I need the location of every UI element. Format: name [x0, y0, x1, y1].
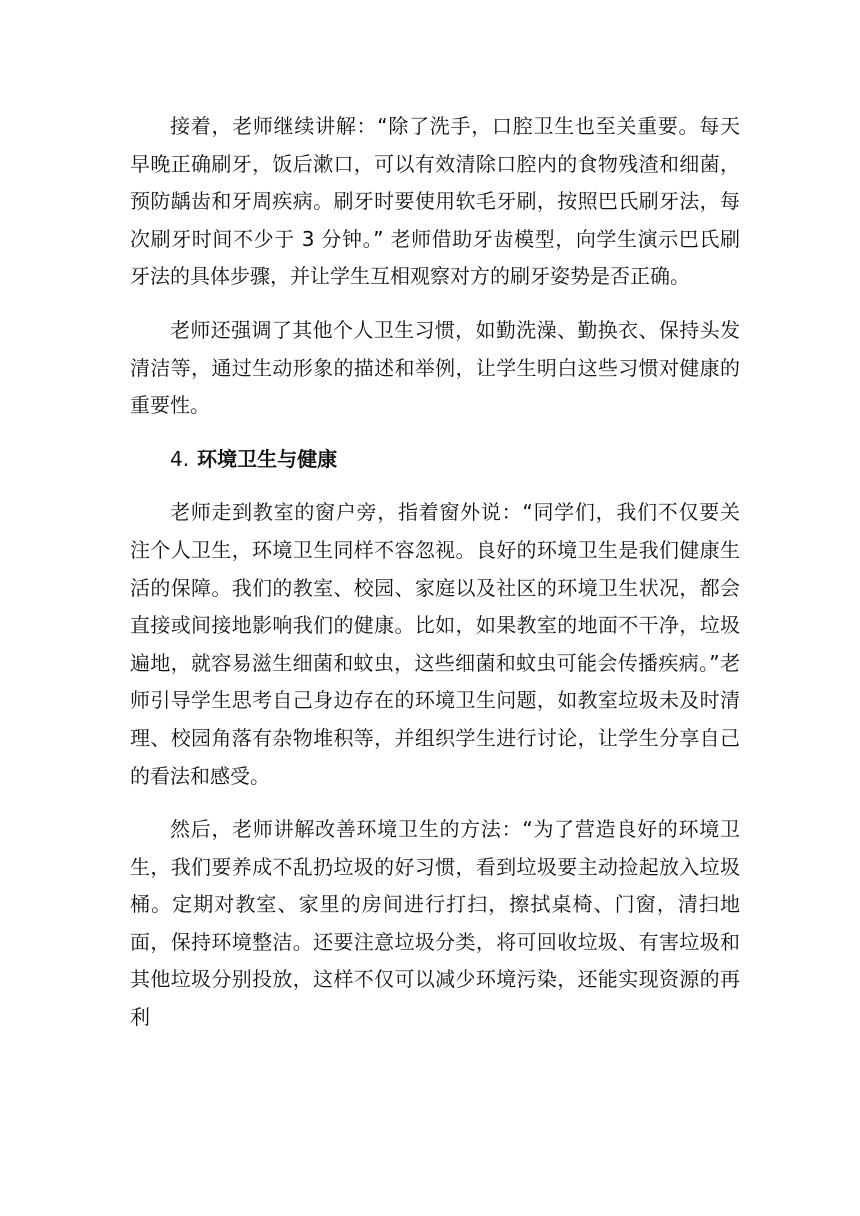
document-page	[130, 108, 740, 1037]
paragraph-environment-intro: 老师走到教室的窗户旁，指着窗外说：“同学们，我们不仅要关注个人卫生，环境卫生同样不容忽视。良好的环境卫生是我们健康生活的保障。我们的教室、校园、家庭以及社区的环境卫生状况，都会直接或间接地影响我们的健康。比如，如果教室的地面不干净，垃圾遍地，就容易滋生细菌和蚊虫，这些细菌和蚊虫可能会传播疾病。”老师引导学生思考自己身边存在的环境卫生问题，如教室垃圾未及时清理、校园角落有杂物堆积等，并组织学生进行讨论，让学生分享自己的看法和感受。	[130, 500, 740, 788]
paragraph-environment-methods: 然后，老师讲解改善环境卫生的方法：“为了营造良好的环境卫生，我们要养成不乱扔垃圾的好习惯，看到垃圾要主动捡起放入垃圾桶。定期对教室、家里的房间进行打扫，擦拭桌椅、门窗，清扫地面，保持环境整洁。还要注意垃圾分类，将可回收垃圾、有害垃圾和其他垃圾分别投放，这样不仅可以减少环境污染，还能实现资源的再利	[130, 817, 740, 1030]
section-number: 4.	[170, 446, 190, 471]
paragraph-personal-habits: 老师还强调了其他个人卫生习惯，如勤洗澡、勤换衣、保持头发清洁等，通过生动形象的描述和举例，让学生明白这些习惯对健康的重要性。	[130, 317, 740, 418]
section-heading	[130, 441, 740, 479]
section-title: 环境卫生与健康	[197, 446, 338, 471]
paragraph-oral-hygiene: 接着，老师继续讲解：“除了洗手，口腔卫生也至关重要。每天早晚正确刷牙，饭后漱口，可以有效清除口腔内的食物残渣和细菌，预防龋齿和牙周疾病。刷牙时要使用软毛牙刷，按照巴氏刷牙法，每次刷牙时间不少于 3 分钟。” 老师借助牙齿模型，向学生演示巴氏刷牙法的具体步骤，并让学生互相观察对方的刷牙姿势是否正确。	[130, 114, 740, 289]
